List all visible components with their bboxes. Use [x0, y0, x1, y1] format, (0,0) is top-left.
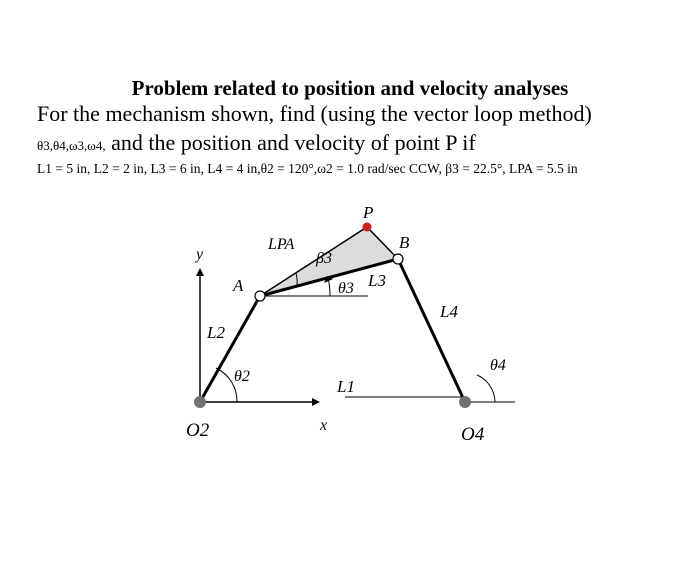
y-axis-label: y [196, 246, 204, 263]
o4-label: O4 [461, 424, 485, 445]
problem-title: Problem related to position and velocity analyses [131, 76, 569, 100]
ground-pivot-o4 [459, 396, 471, 408]
x-axis-label: x [320, 417, 328, 434]
l2-label: L2 [207, 323, 225, 342]
problem-instruction: For the mechanism shown, find (using the vector loop method) [37, 101, 592, 126]
l4-label: L4 [440, 302, 458, 321]
l3-label: L3 [368, 271, 386, 290]
o2-label: O2 [186, 420, 210, 441]
theta3-label: θ3 [338, 280, 354, 297]
p-label: P [363, 203, 374, 222]
l1-label: L1 [337, 377, 355, 396]
given-values: L1 = 5 in, L2 = 2 in, L3 = 6 in, L4 = 4 in,θ2 = 120°,ω2 = 1.0 rad/sec CCW, β3 = 22.5°, LPA = 5.5 in [37, 161, 578, 176]
link-l4 [398, 259, 465, 402]
link-l2 [200, 296, 260, 402]
beta3-label: β3 [316, 250, 332, 267]
theta4-label: θ4 [490, 357, 506, 374]
b-label: B [399, 233, 410, 252]
a-label: A [233, 276, 244, 295]
theta4-arc [477, 375, 495, 402]
theta2-label: θ2 [234, 368, 250, 385]
lpa-label: LPA [268, 236, 295, 253]
point-p [363, 223, 372, 232]
unknowns-list: θ3,θ4,ω3,ω4, [37, 138, 106, 153]
joint-b [393, 254, 403, 264]
joint-a [255, 291, 265, 301]
instruction-continued: and the position and velocity of point P if [105, 130, 476, 155]
ground-pivot-o2 [194, 396, 206, 408]
